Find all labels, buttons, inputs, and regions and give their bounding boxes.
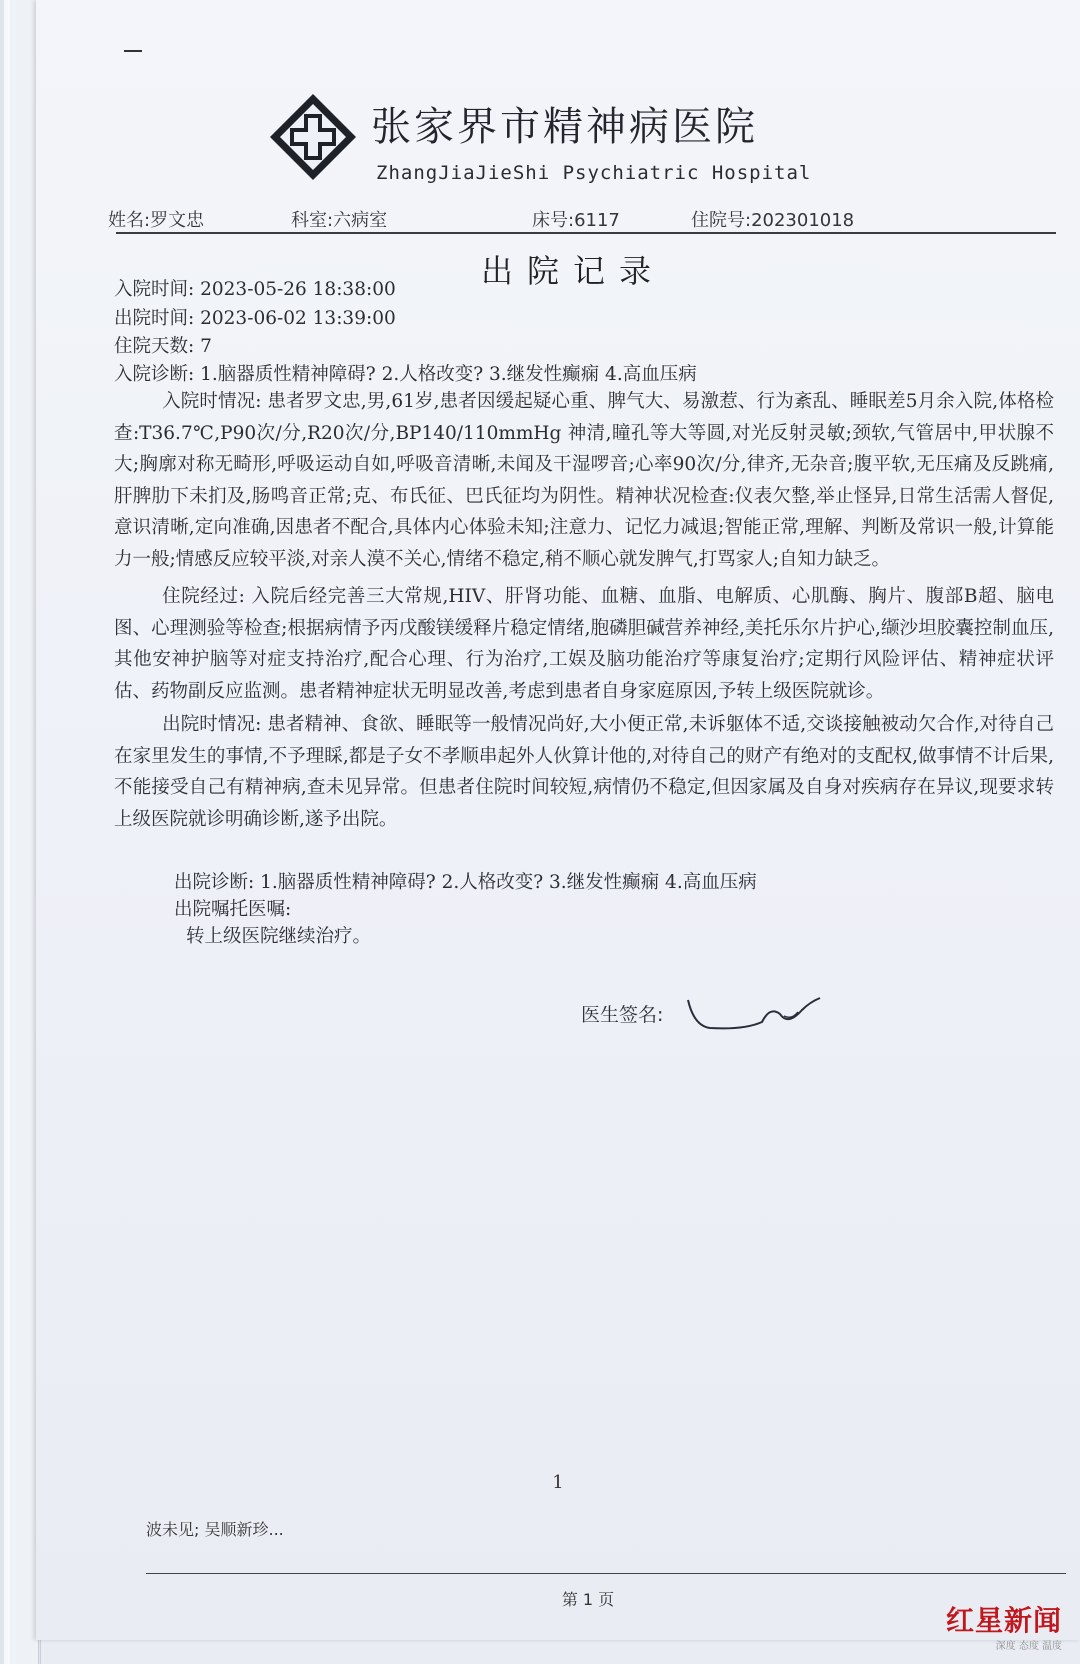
admit-situation-paragraph: 入院时情况: 患者罗文忠,男,61岁,患者因缓起疑心重、脾气大、易激惹、行为紊乱、睡眠差5月余入院,体格检查:T36.7℃,P90次/分,R20次/分,BP140/110mmHg 神清,瞳孔等大等圆,对光反射灵敏;颈软,气管居中,甲状腺不大;胸廓对称无畸形,呼吸运动自如,呼吸音清晰,未闻及干湿啰音;心率90次/分,律齐,无杂音;腹平软,无压痛及反跳痛,肝脾肋下未扪及,肠鸣音正常;克、布氏征、巴氏征均为阴性。精神状况检查:仪表欠整,举止怪异,日常生活需人督促,意识清晰,定向准确,因患者不配合,具体内心体验未知;注意力、记忆力减退;智能正常,理解、判断及常识一般,计算能力一般;情感反应较平淡,对亲人漠不关心,情绪不稳定,稍不顺心就发脾气,打骂家人;自知力缺乏。 xyxy=(114,391,1054,570)
discharge-diagnosis: 出院诊断: 1.脑器质性精神障碍? 2.人格改变? 3.继发性癫痫 4.高血压病 xyxy=(174,872,757,893)
watermark xyxy=(946,1599,1062,1652)
footer-divider xyxy=(146,1573,1066,1574)
hospital-days: 住院天数: 7 xyxy=(114,336,212,357)
orders-text: 转上级医院继续治疗。 xyxy=(186,926,372,947)
hospital-name-en: ZhangJiaJieShi Psychiatric Hospital xyxy=(376,162,812,184)
page-indicator: 第 1 页 xyxy=(561,1590,615,1609)
document-title: 出院记录 xyxy=(480,252,665,290)
signature-label: 医生签名: xyxy=(581,1004,664,1026)
admit-diagnosis: 入院诊断: 1.脑器质性精神障碍? 2.人格改变? 3.继发性癫痫 4.高血压病 xyxy=(114,364,697,385)
page-stack-edge xyxy=(10,0,39,1664)
hospital-logo-icon xyxy=(268,92,358,182)
discharge-time: 出院时间: 2023-06-02 13:39:00 xyxy=(114,308,396,329)
footer-note: 波未见; 吴顺新珍... xyxy=(146,1520,284,1539)
course-paragraph: 住院经过: 入院后经完善三大常规,HIV、肝肾功能、血糖、血脂、电解质、心肌酶、胸片、腹部B超、脑电图、心理测验等检查;根据病情予丙戊酸镁缓释片稳定情绪,胞磷胆碱营养神经,美托乐尔片护心,缬沙坦胶囊控制血压,其他安神护脑等对症支持治疗,配合心理、行为治疗,工娱及脑功能治疗等康复治疗;定期行风险评估、精神症状评估、药物副反应监测。患者精神症状无明显改善,考虑到患者自身家庭原因,予转上级医院就诊。 xyxy=(114,586,1054,702)
admission-number: 住院号:202301018 xyxy=(691,210,855,231)
patient-bed: 床号:6117 xyxy=(532,210,620,231)
orders-label: 出院嘱托医嘱: xyxy=(174,899,292,920)
page-center-number: 1 xyxy=(552,1472,564,1493)
watermark-logo: 红星新闻 xyxy=(945,1604,1062,1637)
watermark-slogan: 深度 态度 温度 xyxy=(995,1641,1062,1652)
corner-mark xyxy=(124,50,142,52)
header-divider xyxy=(116,232,1056,234)
hospital-name-cn: 张家界市精神病医院 xyxy=(371,104,758,150)
patient-dept: 科室:六病室 xyxy=(291,210,388,231)
discharge-situation-paragraph: 出院时情况: 患者精神、食欲、睡眠等一般情况尚好,大小便正常,未诉躯体不适,交谈接触被动欠合作,对待自己在家里发生的事情,不予理睬,都是子女不孝顺串起外人伙算计他的,对待自己的财产有绝对的支配权,做事情不计后果,不能接受自己有精神病,查未见异常。但患者住院时间较短,病情仍不稳定,但因家属及自身对疾病存在异议,现要求转上级医院就诊明确诊断,遂予出院。 xyxy=(114,714,1054,830)
handwritten-signature xyxy=(684,992,824,1032)
patient-name: 姓名:罗文忠 xyxy=(108,210,205,231)
admit-time: 入院时间: 2023-05-26 18:38:00 xyxy=(114,279,396,300)
record-body xyxy=(114,386,1054,835)
document-page xyxy=(36,0,1080,1640)
